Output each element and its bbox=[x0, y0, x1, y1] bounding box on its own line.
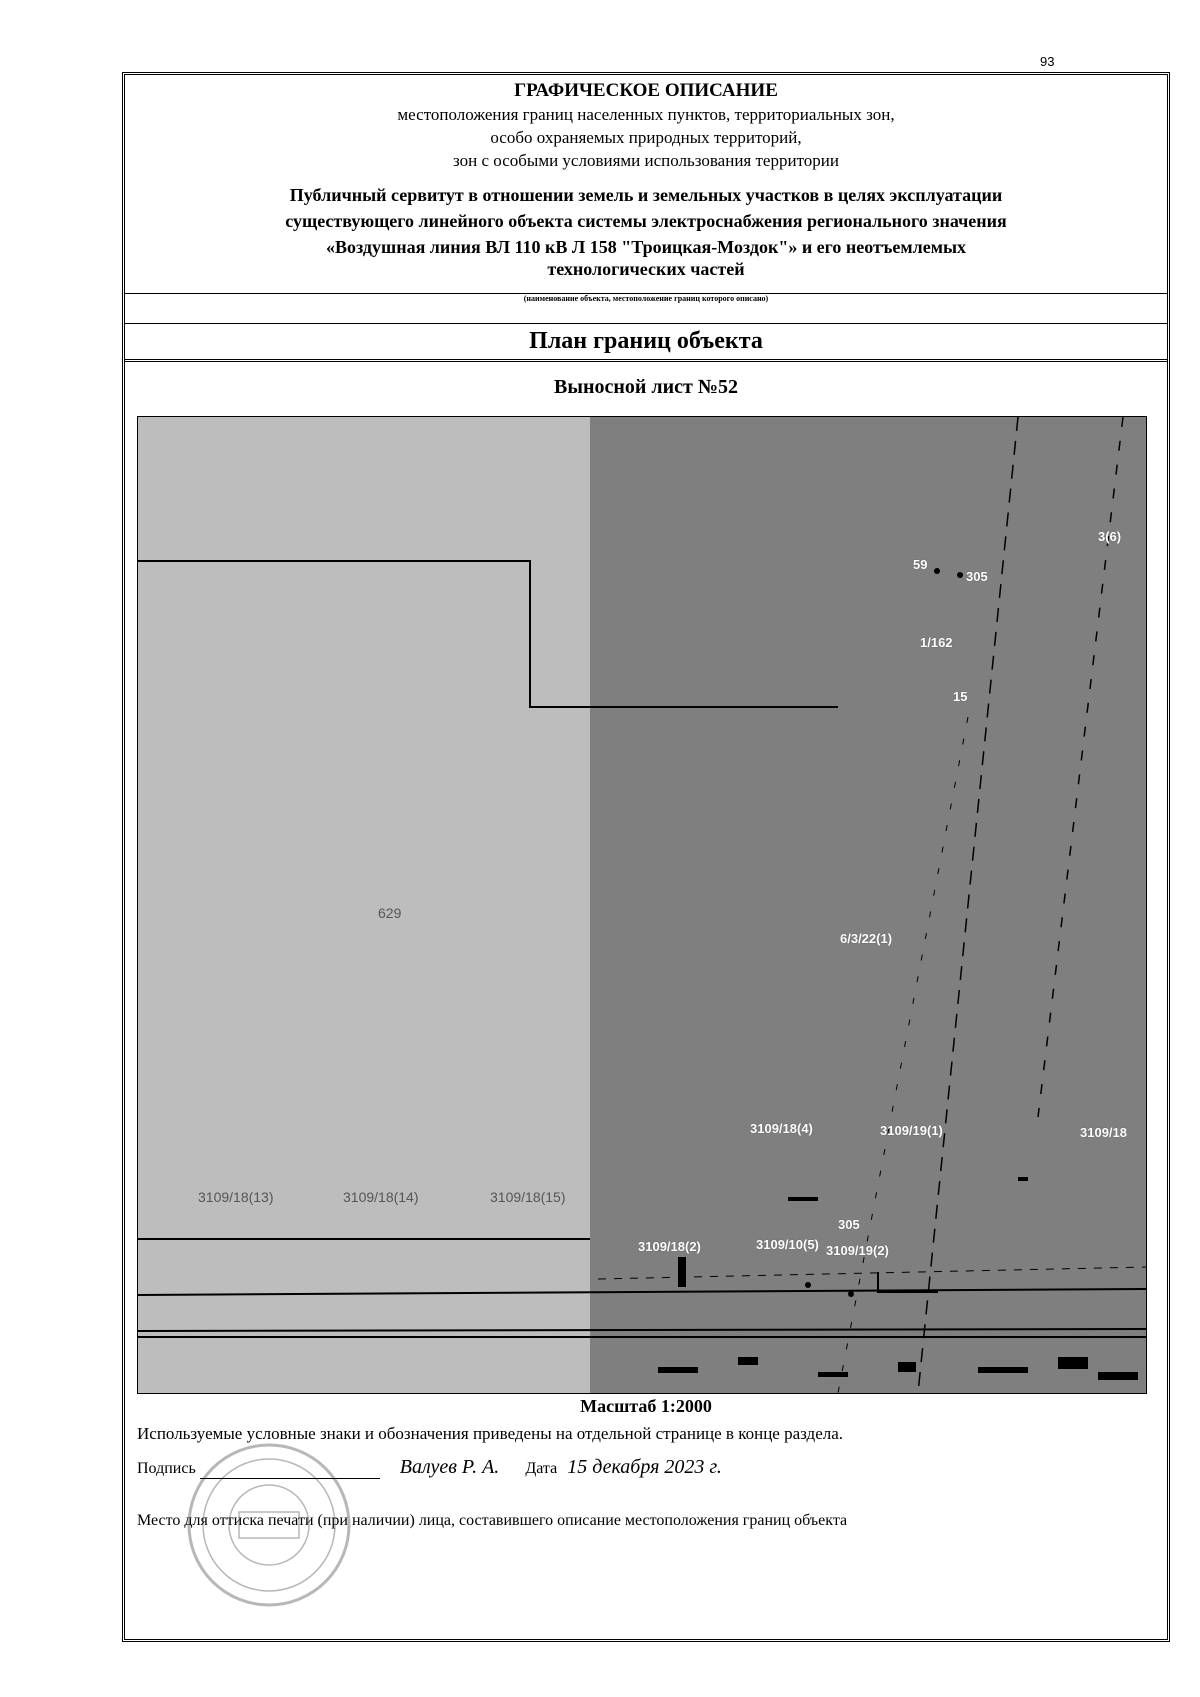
parcel-label: 3109/18(13) bbox=[198, 1189, 274, 1205]
parcel-label: 3109/10(5) bbox=[756, 1237, 819, 1252]
boundary-point bbox=[848, 1291, 854, 1297]
date-label: Дата bbox=[525, 1460, 558, 1477]
legend-note: Используемые условные знаки и обозначения приведены на отдельной странице в конце раздела. bbox=[137, 1424, 844, 1443]
point-label: 305 bbox=[966, 569, 988, 584]
boundary-point bbox=[805, 1282, 811, 1288]
light-parcel-area bbox=[138, 417, 590, 1393]
point-label: 15 bbox=[953, 689, 968, 704]
map-scale: Масштаб 1:2000 bbox=[580, 1396, 712, 1416]
parcel-label: 6/3/22(1) bbox=[840, 931, 893, 946]
sheet-title: Выносной лист №52 bbox=[554, 376, 738, 398]
object-name-line: Публичный сервитут в отношении земель и земельных участков в целях эксплуатации bbox=[289, 185, 1003, 205]
header-title: ГРАФИЧЕСКОЕ ОПИСАНИЕ bbox=[514, 80, 778, 101]
parcel-label: 3109/18(4) bbox=[750, 1121, 813, 1136]
parcel-label: 1/162 bbox=[920, 635, 953, 650]
header-subtitle-line: местоположения границ населенных пунктов, территориальных зон, bbox=[397, 105, 895, 124]
signer-name: Валуев Р. А. bbox=[399, 1456, 500, 1478]
boundary-map bbox=[137, 416, 1147, 1394]
parcel-label: 3109/19(2) bbox=[826, 1243, 889, 1258]
parcel-label: 3109/18(14) bbox=[343, 1189, 419, 1205]
parcel-label: 3(6) bbox=[1098, 529, 1122, 544]
point-label: 305 bbox=[838, 1217, 860, 1232]
object-name-line: «Воздушная линия ВЛ 110 кВ Л 158 "Троицкая-Моздок"» и его неотъемлемых bbox=[325, 237, 967, 257]
parcel-label: 3109/18(15) bbox=[490, 1189, 566, 1205]
page-number: 93 bbox=[1040, 54, 1055, 69]
header bbox=[125, 75, 1167, 362]
date-value: 15 декабря 2023 г. bbox=[567, 1456, 722, 1478]
object-caption: (наименование объекта, местоположение границ которого описано) bbox=[125, 294, 1167, 324]
header-main bbox=[125, 75, 1167, 294]
object-name bbox=[125, 182, 1167, 278]
header-subtitle-line: особо охраняемых природных территорий, bbox=[490, 128, 802, 147]
signature-label: Подпись bbox=[137, 1460, 196, 1477]
parcel-label: 629 bbox=[378, 905, 402, 921]
boundary-point bbox=[957, 572, 963, 578]
object-name-line: технологических частей bbox=[547, 259, 745, 279]
plan-title: План границ объекта bbox=[529, 328, 763, 354]
parcel-label: 3109/18(2) bbox=[638, 1239, 701, 1254]
document-frame bbox=[122, 72, 1170, 1642]
header-subtitle-line: зон с особыми условиями использования территории bbox=[453, 151, 839, 170]
object-name-line: существующего линейного объекта системы электроснабжения регионального значения bbox=[285, 211, 1007, 231]
boundary-point bbox=[934, 568, 940, 574]
parcel-label: 3109/18 bbox=[1080, 1125, 1127, 1140]
seal-stamp bbox=[184, 1440, 354, 1610]
parcel-label: 3109/19(1) bbox=[880, 1123, 943, 1138]
point-label: 59 bbox=[913, 557, 928, 572]
stamp-note: Место для оттиска печати (при наличии) лица, составившего описание местоположения границ объекта bbox=[137, 1512, 848, 1529]
